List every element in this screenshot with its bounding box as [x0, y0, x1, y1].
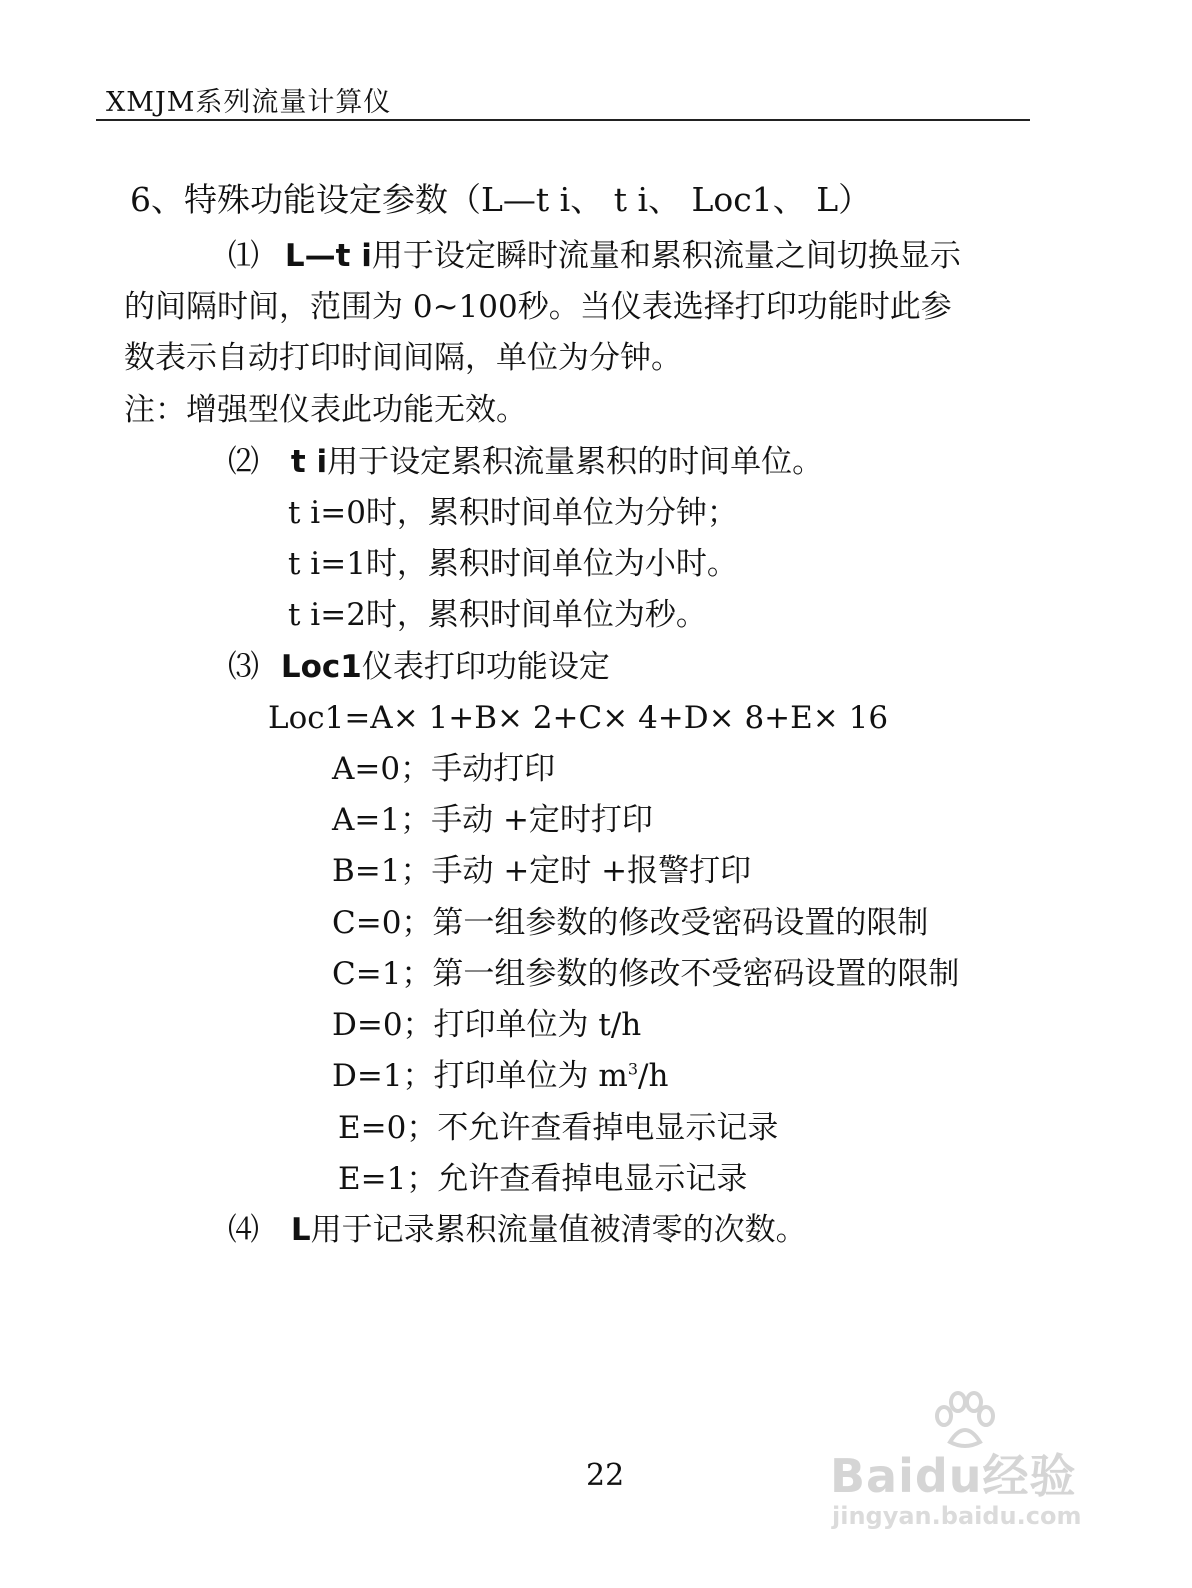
item3-option-d1-text: D=1；打印单位为 m: [332, 1058, 628, 1094]
item1-note: 注：增强型仪表此功能无效。: [124, 392, 527, 428]
item3-option-d1: [332, 1056, 668, 1096]
item3-code: Loc1: [280, 649, 362, 685]
item3-option-d1-unit: /h: [638, 1058, 669, 1094]
section-title: 6、特殊功能设定参数（L—t i、 t i、 Loc1、 L）: [130, 180, 872, 219]
item3-option: C=1；第一组参数的修改不受密码设置的限制: [332, 956, 960, 992]
item1-line2: 的间隔时间，范围为 0~100秒。当仪表选择打印功能时此参: [124, 289, 952, 325]
item1-first-line: [228, 236, 961, 276]
header-divider: [96, 119, 1030, 121]
item2-first-line: [228, 442, 823, 482]
item3-option: A=0；手动打印: [332, 751, 556, 787]
watermark-brand: Baidu经验: [830, 1449, 1077, 1503]
item1-number: ⑴: [228, 238, 259, 274]
item3-option: A=1；手动 +定时打印: [332, 802, 653, 838]
item2-desc: 用于设定累积流量累积的时间单位。: [327, 444, 824, 480]
page-number: 22: [586, 1458, 625, 1493]
item4-line: [228, 1210, 807, 1250]
item1-code: L—t i: [284, 238, 372, 274]
item2-option: t i=1时，累积时间单位为小时。: [288, 546, 738, 582]
item3-option: B=1；手动 +定时 +报警打印: [332, 853, 752, 889]
item3-formula: Loc1=A× 1+B× 2+C× 4+D× 8+E× 16: [268, 700, 889, 736]
watermark-url: jingyan.baidu.com: [832, 1502, 1082, 1530]
item1-line1: 用于设定瞬时流量和累积流量之间切换显示: [371, 238, 961, 274]
item4-desc: 用于记录累积流量值被清零的次数。: [310, 1212, 807, 1248]
baidu-watermark: [830, 1390, 1120, 1540]
item3-option: C=0；第一组参数的修改受密码设置的限制: [332, 905, 929, 941]
item4-code: L: [290, 1212, 311, 1248]
item3-option-e: E=1；允许查看掉电显示记录: [338, 1161, 748, 1197]
item3-first-line: [228, 647, 610, 687]
item2-option: t i=2时，累积时间单位为秒。: [288, 597, 707, 633]
item2-number: ⑵: [228, 444, 259, 480]
item3-option-d1-superscript: 3: [627, 1059, 638, 1079]
item2-option: t i=0时，累积时间单位为分钟；: [288, 495, 738, 531]
item3-desc: 仪表打印功能设定: [361, 649, 610, 685]
item1-line3: 数表示自动打印时间间隔，单位为分钟。: [124, 340, 682, 376]
item3-option: D=0；打印单位为 t/h: [332, 1007, 642, 1043]
item2-code: t i: [290, 444, 328, 480]
item3-option-e: E=0；不允许查看掉电显示记录: [338, 1110, 779, 1146]
document-header-title: XMJM系列流量计算仪: [106, 87, 392, 118]
item3-number: ⑶: [228, 649, 259, 685]
item4-number: ⑷: [228, 1212, 259, 1248]
